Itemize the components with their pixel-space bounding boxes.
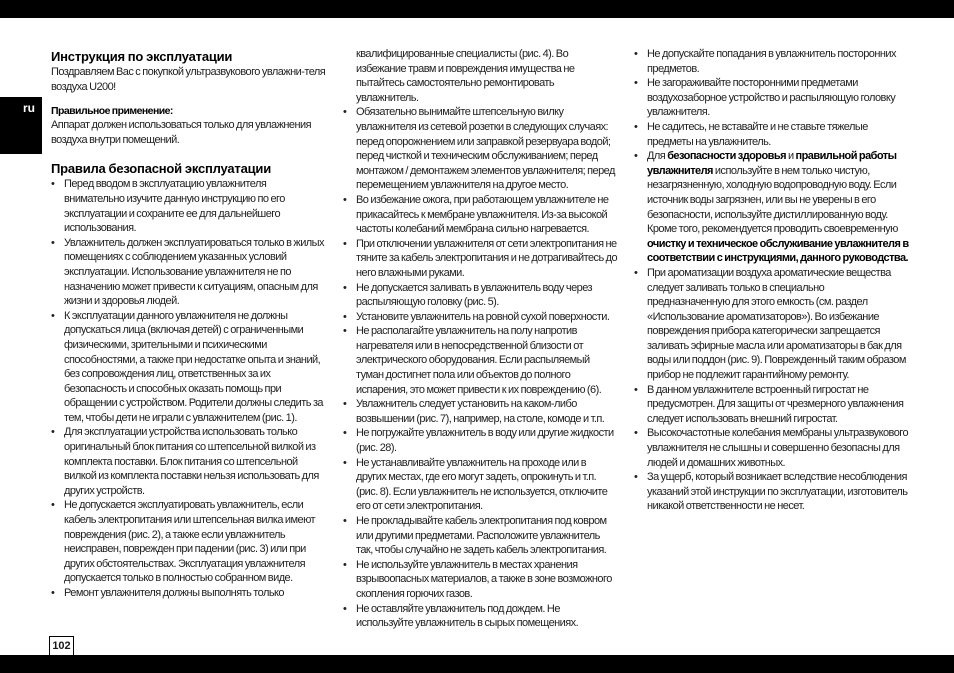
list-item: • В данном увлажнителе встроенный гигростат не предусмотрен. Для защиты от чрезмерного увлажнения следует использовать внешний гигростат. [634, 383, 909, 427]
proper-use-heading: Правильное применение: [51, 105, 173, 118]
document-title: Инструкция по эксплуатации [51, 49, 233, 64]
list-item: • Не используйте увлажнитель в местах хранения взрывоопасных материалов, а также в зоне возможного скопления горючих газов. [343, 558, 618, 602]
list-item: • Не оставляйте увлажнитель под дождем. Не используйте увлажнитель в сырых помещениях. [343, 602, 618, 631]
safety-list-2 [343, 47, 618, 631]
proper-use-text: Аппарат должен использоваться только для увлажнения воздуха внутри помещений. [51, 119, 312, 146]
list-item: • Не располагайте увлажнитель на полу напротив нагревателя или в непосредственной близости от электрического оборудования. Если распыляемый туман достигнет пола или объектов до полного испарения, это может привести к их повреждению (6). [343, 324, 618, 397]
list-item: • При ароматизации воздуха ароматические вещества следует заливать только в специально предназначенную для этого емкость (см. раздел «Использование ароматизаторов»). Во избежание повреждения прибора категорически запрещается заливать эфирные масла или ароматизаторы в бак для воды или поддон (рис. 9). Поврежденный таким образом прибор не подлежит гарантийному ремонту. [634, 266, 909, 383]
list-item: • При отключении увлажнителя от сети электропитания не тяните за кабель электропитания и не дотрагивайтесь до него влажными руками. [343, 237, 618, 281]
list-item: • Ремонт увлажнителя должны выполнять только [51, 586, 326, 601]
intro-text: Поздравляем Вас с покупкой ультразвукового увлажни-теля воздуха U200! [51, 66, 326, 93]
text-segment: Для [647, 150, 668, 163]
language-code: ru [23, 101, 35, 115]
list-item: • Увлажнитель следует установить на каком-либо возвышении (рис. 7), например, на столе, комоде и т.п. [343, 397, 618, 426]
list-item: • Не прокладывайте кабель электропитания под ковром или другими предметами. Расположите увлажнитель так, чтобы случайно не задеть кабель электропитания. [343, 514, 618, 558]
list-item: • Не устанавливайте увлажнитель на проходе или в других местах, где его могут задеть, опрокинуть и т.п. (рис. 8). Если увлажнитель не используется, отключите его от сети электропитания. [343, 456, 618, 514]
list-item: • Установите увлажнитель на ровной сухой поверхности. [343, 310, 618, 325]
bold-segment: очистку и техническое обслуживание увлажнителя в соответствии с инструкциями, данного руководства. [647, 237, 909, 265]
safety-list-3 [634, 47, 909, 514]
list-item: • Для эксплуатации устройства использовать только оригинальный блок питания со штепсельной вилкой из комплекта поставки. Блок питания со штепсельной вилкой из комплекта поставки нельзя использовать для других устройств. [51, 425, 326, 498]
list-item: • Увлажнитель должен эксплуатироваться только в жилых помещениях с соблюдением указанных условий эксплуатации. Использование увлажнителя не по назначению может привести к ситуациям, опасным для жизни и здоровья людей. [51, 236, 326, 309]
list-item: • Перед вводом в эксплуатацию увлажнителя внимательно изучите данную инструкцию по его эксплуатации и сохраните ее для дальнейшего использования. [51, 177, 326, 235]
safety-rules-heading: Правила безопасной эксплуатации [51, 161, 271, 177]
list-item: • Не допускайте попадания в увлажнитель посторонних предметов. [634, 47, 909, 76]
text-segment: и [785, 150, 796, 163]
list-item: • Не допускается эксплуатировать увлажнитель, если кабель электропитания или штепсельная вилка имеют повреждения (рис. 2), а также если увлажнитель неисправен, поврежден при падении (рис. 3) или при других обстоятельствах. Эксплуатация увлажнителя допускается только в полностью собранном виде. [51, 498, 326, 586]
text-segment: используйте в нем только чистую, незагрязненную, холодную водопроводную воду. Если источник воды загрязнен, или вы не уверены в его безопасности, используйте дистиллированную воду. Кроме того, рекомендуется проводить своевременную [647, 164, 898, 236]
list-item: • Не загораживайте посторонними предметами воздухозаборное устройство и распыляющую головку увлажнителя. [634, 76, 909, 120]
safety-list-1 [51, 177, 326, 600]
list-item: • За ущерб, который возникает вследствие несоблюдения указаний этой инструкции по эксплуатации, изготовитель никакой ответственности не несет. [634, 470, 909, 514]
list-item: • Высокочастотные колебания мембраны ультразвукового увлажнителя не слышны и совершенно безопасны для людей и домашних животных. [634, 426, 909, 470]
column-1 [51, 47, 326, 601]
list-item: • Обязательно вынимайте штепсельную вилку увлажнителя из сетевой розетки в следующих случаях: перед опорожнением или заправкой резервуара водой; перед чисткой и техническим обслуживанием; перед монтажом / демонтажем элементов увлажнителя; перед перемещением увлажнителя на другое место. [343, 105, 618, 193]
language-tab [0, 97, 42, 154]
bottom-black-bar [0, 655, 954, 673]
column-2 [343, 47, 618, 631]
list-item: • Не допускается заливать в увлажнитель воду через распыляющую головку (рис. 5). [343, 281, 618, 310]
list-item: • К эксплуатации данного увлажнителя не должны допускаться лица (включая детей) с ограниченными физическими, зрительными и психическими способностями, а также при недостатке опыта и знаний, без сопровождения лиц, ответственных за их безопасность и способных оказать помощь при обращении с устройством. Родители должны следить за тем, чтобы дети не играли с увлажнителем (рис. 1). [51, 309, 326, 426]
list-item: • Во избежание ожога, при работающем увлажнителе не прикасайтесь к мембране увлажнителя. Из-за высокой частоты колебаний мембрана сильно нагревается. [343, 193, 618, 237]
page-number: 102 [49, 636, 74, 655]
column-3 [634, 47, 909, 514]
list-item: • Не садитесь, не вставайте и не ставьте тяжелые предметы на увлажнитель. [634, 120, 909, 149]
top-black-bar [0, 0, 954, 18]
list-item-continuation: квалифицированные специалисты (рис. 4). Во избежание травм и повреждения имущества не пытайтесь самостоятельно ремонтировать увлажнитель. [356, 48, 575, 104]
list-item-water-safety [634, 149, 909, 266]
bold-segment: правильной работы увлажнителя [647, 150, 897, 177]
bold-segment: безопасности здоровья [667, 150, 786, 163]
list-item: • Не погружайте увлажнитель в воду или другие жидкости (рис. 28). [343, 426, 618, 455]
